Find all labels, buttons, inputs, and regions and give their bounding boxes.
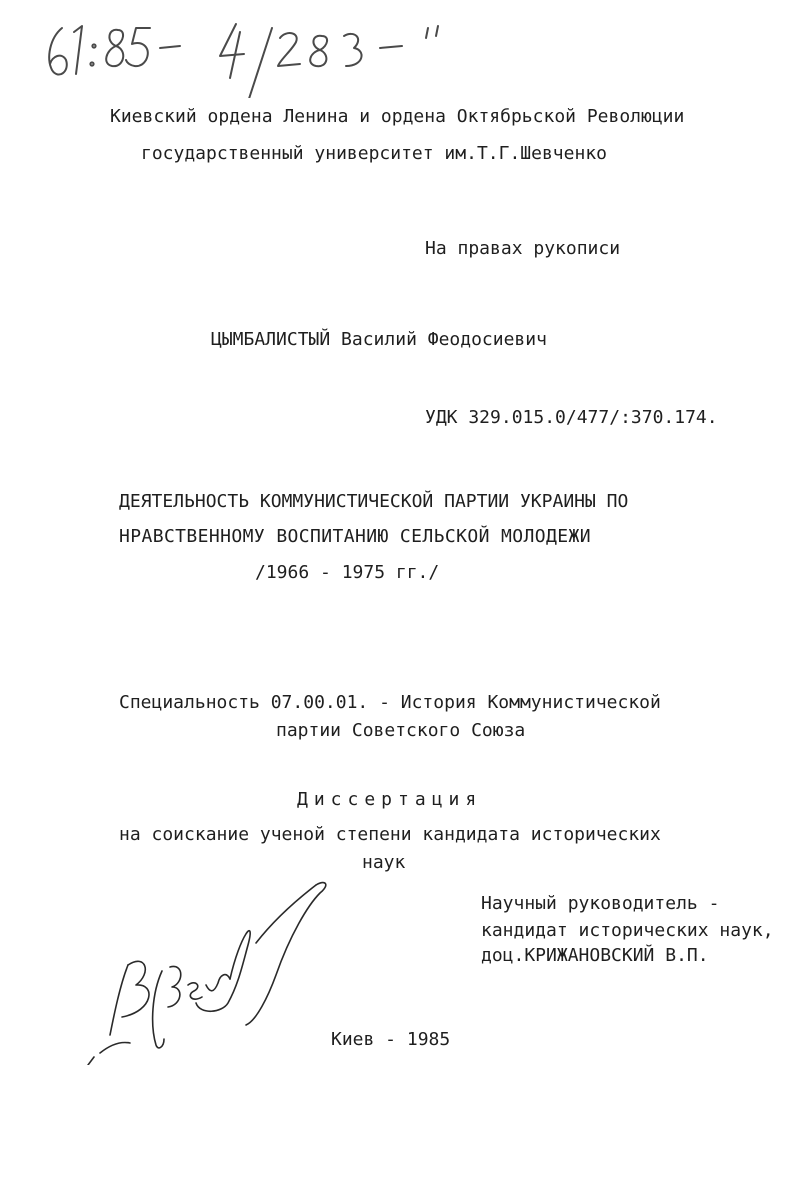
specialty-line-2: партии Советского Союза xyxy=(276,720,526,741)
degree-line-2: наук xyxy=(362,852,406,873)
institution-line-1: Киевский ордена Ленина и ордена Октябрьской Революции xyxy=(110,106,685,127)
supervisor-line-2: кандидат исторических наук, xyxy=(481,920,774,941)
handwritten-archive-code xyxy=(40,8,460,98)
supervisor-line-1: Научный руководитель - xyxy=(481,893,720,914)
dissertation-heading: Диссертация xyxy=(297,789,483,810)
handwritten-archive-code-drawing xyxy=(40,8,460,98)
signature-drawing xyxy=(80,875,340,1065)
degree-line-1: на соискание ученой степени кандидата исторических xyxy=(119,824,661,845)
institution-line-2: государственный университет им.Т.Г.Шевченко xyxy=(141,143,607,164)
supervisor-line-3: доц.КРИЖАНОВСКИЙ В.П. xyxy=(481,945,709,966)
dissertation-title-line-2: НРАВСТВЕННОМУ ВОСПИТАНИЮ СЕЛЬСКОЙ МОЛОДЕЖИ xyxy=(119,526,591,547)
specialty-line-1: Специальность 07.00.01. - История Коммунистической xyxy=(119,692,661,713)
signature xyxy=(80,875,340,1065)
manuscript-note: На правах рукописи xyxy=(425,238,621,259)
dissertation-title-years: /1966 - 1975 гг./ xyxy=(255,562,440,583)
city-year: Киев - 1985 xyxy=(331,1029,451,1050)
udk-code: УДК 329.015.0/477/:370.174. xyxy=(425,407,718,428)
dissertation-title-line-1: ДЕЯТЕЛЬНОСТЬ КОММУНИСТИЧЕСКОЙ ПАРТИИ УКРАИНЫ ПО xyxy=(119,491,629,512)
author-name: ЦЫМБАЛИСТЫЙ Василий Феодосиевич xyxy=(211,329,547,350)
